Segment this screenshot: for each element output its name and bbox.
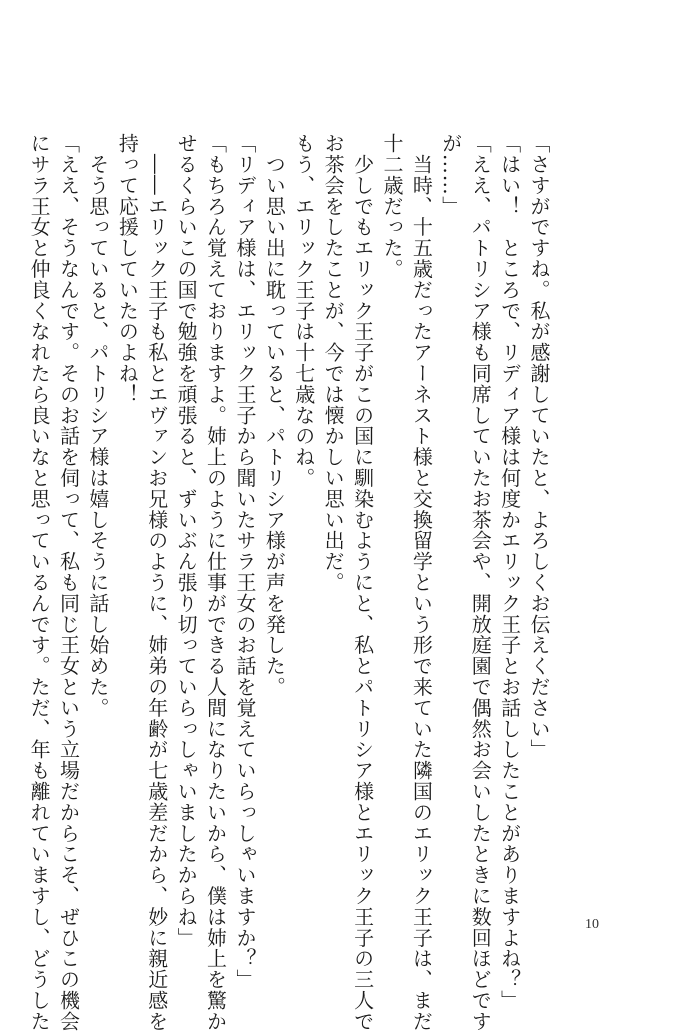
page-number: 10 [585, 917, 599, 932]
text-line: が……」 [438, 133, 463, 217]
body-text-vertical [27, 133, 553, 1032]
text-line: 「もちろん覚えておりますよ。姉上のように仕事ができる人間になりたいから、僕は姉上を驚か [203, 133, 228, 1032]
text-line: 当時、十五歳だったアーネスト様と交換留学という形で来ていた隣国のエリック王子は、まだ [409, 133, 434, 1032]
text-line: 持って応援していたのよね！ [115, 133, 140, 405]
text-line: 「さすがですね。私が感謝していたと、よろしくお伝えください」 [527, 133, 551, 760]
text-line: もう、エリック王子は十七歳なのね。 [291, 133, 316, 489]
text-line: ――エリック王子も私とエヴァンお兄様のように、姉弟の年齢が七歳差だから、妙に親近感を [144, 133, 169, 1032]
text-line: 少しでもエリック王子がこの国に馴染むようにと、私とパトリシア様とエリック王子の三人で [350, 133, 375, 1032]
text-line: 「リディア様は、エリック王子から聞いたサラ王女のお話を覚えていらっしゃいますか？」 [232, 133, 257, 990]
text-line: 十二歳だった。 [379, 133, 404, 280]
text-line: 「ええ、パトリシア様も同席していたお茶会や、開放庭園で偶然お会いしたときに数回ほどです [468, 133, 493, 1032]
text-line: つい思い出に耽っていると、パトリシア様が声を発した。 [262, 133, 287, 698]
text-line: 「はい！ ところで、リディア様は何度かエリック王子とお話ししたことがありますよね？」 [497, 133, 522, 1011]
text-line: せるくらいこの国で勉強を頑張ると、ずいぶん張り切っていらっしゃいましたからね」 [174, 133, 199, 949]
text-line: にサラ王女と仲良くなれたら良いなと思っているんです。ただ、年も離れていますし、どうした [27, 133, 52, 1032]
text-line: そう思っていると、パトリシア様は嬉しそうに話し始めた。 [85, 133, 110, 719]
text-line: お茶会をしたことが、今では懐かしい思い出だ。 [321, 133, 346, 593]
text-line: 「ええ、そうなんです。そのお話を伺って、私も同じ王女という立場だからこそ、ぜひこの機会 [56, 133, 81, 1032]
